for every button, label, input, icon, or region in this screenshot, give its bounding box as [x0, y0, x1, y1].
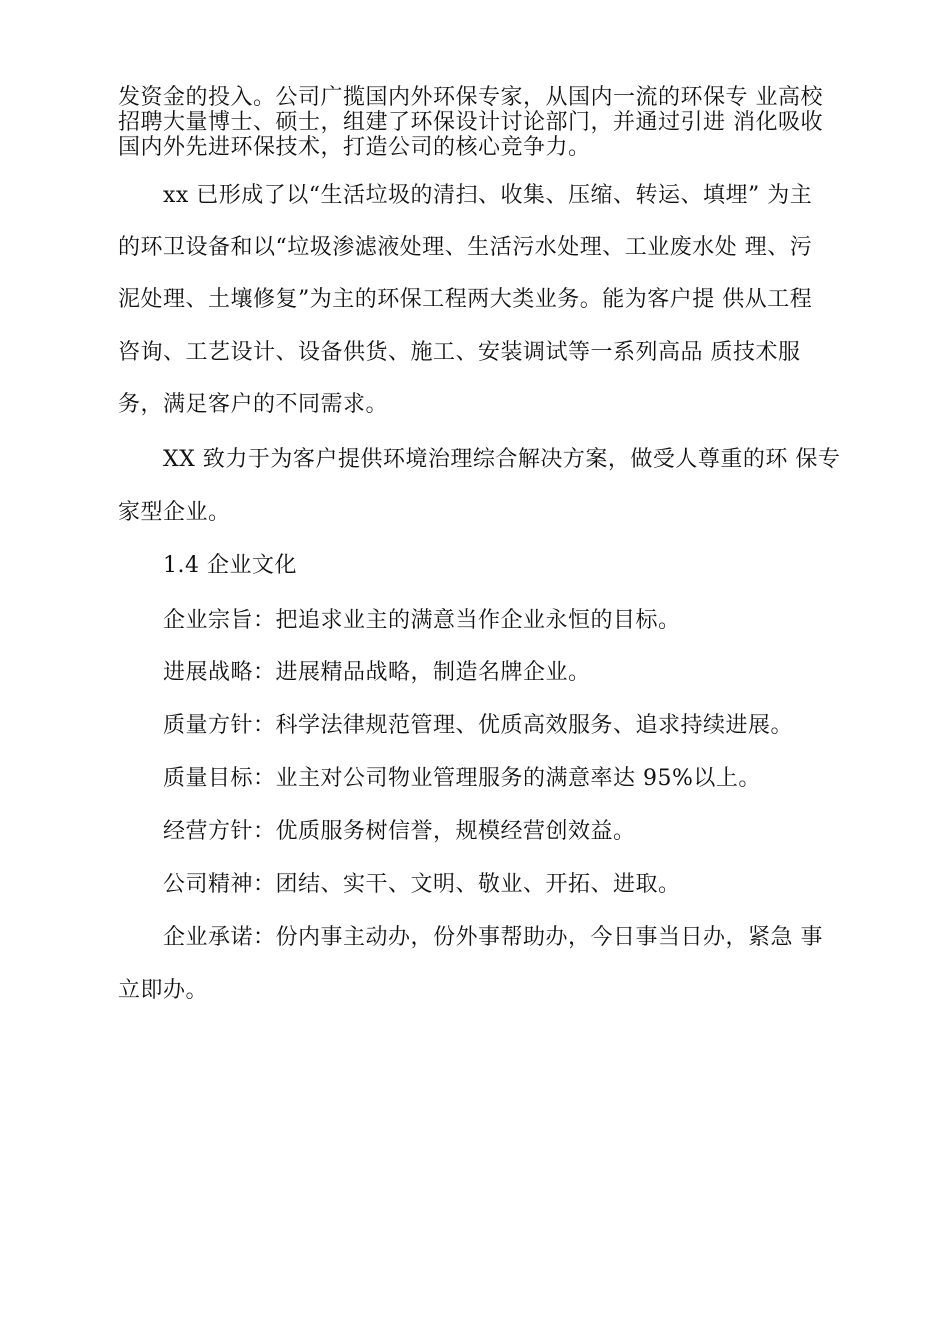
business-line-3: 泥处理、土壤修复”为主的环保工程两大类业务。能为客户提 供从工程: [118, 287, 813, 312]
culture-line-7: 企业承诺：份内事主动办，份外事帮助办，今日事当日办，紧急 事: [163, 925, 823, 950]
business-line-5: 务，满足客户的不同需求。: [118, 392, 389, 417]
culture-line-4: 质量目标：业主对公司物业管理服务的满意率达 95%以上。: [163, 766, 761, 791]
business-line-2: 的环卫设备和以“垃圾渗滤液处理、生活污水处理、工业废水处 理、污: [118, 235, 813, 260]
culture-line-1: 企业宗旨：把追求业主的满意当作企业永恒的目标。: [163, 608, 681, 633]
intro-line-1: 发资金的投入。公司广揽国内外环保专家，从国内一流的环保专 业高校: [118, 85, 823, 110]
culture-line-5: 经营方针：优质服务树信誉，规模经营创效益。: [163, 819, 636, 844]
closing-line: 立即办。: [118, 978, 209, 1003]
mission-line-1: XX 致力于为客户提供环境治理综合解决方案，做受人尊重的环 保专: [163, 447, 841, 472]
mission-line-2: 家型企业。: [118, 500, 231, 525]
culture-line-2: 进展战略：进展精品战略，制造名牌企业。: [163, 660, 591, 685]
intro-line-3: 国内外先进环保技术，打造公司的核心竞争力。: [118, 135, 591, 160]
section-heading: 1.4 企业文化: [163, 553, 297, 578]
business-line-4: 咨询、工艺设计、设备供货、施工、安装调试等一系列高品 质技术服: [118, 340, 801, 365]
culture-line-3: 质量方针：科学法律规范管理、优质高效服务、追求持续进展。: [163, 713, 794, 738]
culture-line-6: 公司精神：团结、实干、文明、敬业、开拓、进取。: [163, 872, 681, 897]
intro-line-2: 招聘大量博士、硕士，组建了环保设计讨论部门，并通过引进 消化吸收: [118, 110, 823, 135]
business-line-1: xx 已形成了以“生活垃圾的清扫、收集、压缩、转运、填埋” 为主: [163, 183, 813, 208]
